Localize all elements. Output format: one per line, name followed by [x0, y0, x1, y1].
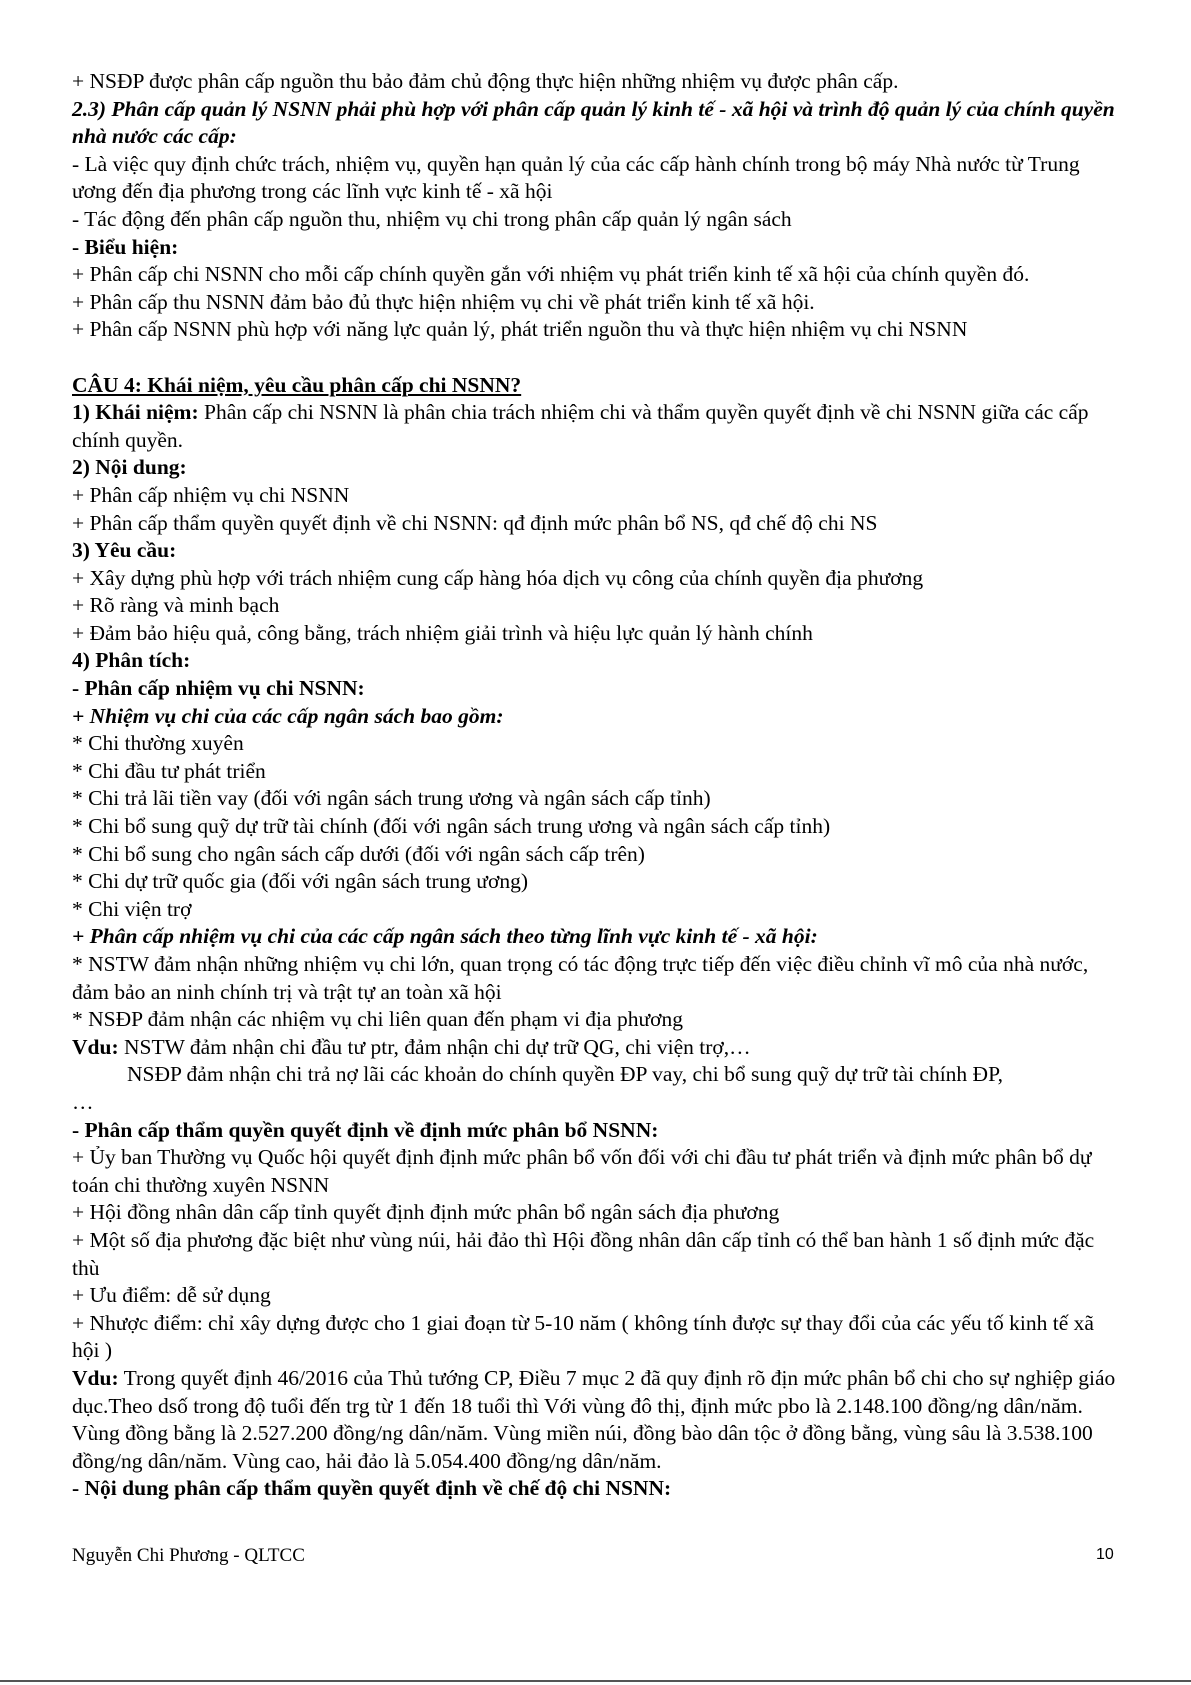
example-paragraph: [72, 1365, 1124, 1475]
section-label: 3) Yêu cầu:: [72, 538, 177, 563]
list-item: + Rõ ràng và minh bạch: [72, 593, 280, 618]
section-label: 4) Phân tích:: [72, 648, 191, 673]
text-line: + Phân cấp chi NSNN cho mỗi cấp chính quyền gắn với nhiệm vụ phát triển kinh tế xã hội của chính quyền đó.: [72, 262, 1030, 287]
list-item: + Ủy ban Thường vụ Quốc hội quyết định định mức phân bổ vốn đối với chi đầu tư phát triển và định mức phân bổ dự toán chi thường xuyên NSNN: [72, 1145, 1092, 1197]
example-label: Vdu:: [72, 1034, 119, 1059]
page-number: 10: [1096, 1546, 1114, 1563]
example-label: Vdu:: [72, 1365, 119, 1390]
section-label: 1) Khái niệm:: [72, 400, 199, 425]
list-item: * Chi trả lãi tiền vay (đối với ngân sách trung ương và ngân sách cấp tỉnh): [72, 786, 711, 811]
list-item: * Chi bổ sung cho ngân sách cấp dưới (đối với ngân sách cấp trên): [72, 841, 645, 866]
section-label: 2) Nội dung:: [72, 455, 187, 480]
text-line: - Là việc quy định chức trách, nhiệm vụ, quyền hạn quản lý của các cấp hành chính trong bộ máy Nhà nước từ Trung ương đến địa phương trong các lĩnh vực kinh tế - xã hội: [72, 151, 1080, 204]
list-item: * NSĐP đảm nhận các nhiệm vụ chi liên quan đến phạm vi địa phương: [72, 1007, 683, 1032]
list-item: + Xây dựng phù hợp với trách nhiệm cung cấp hàng hóa dịch vụ công của chính quyền địa phương: [72, 565, 924, 590]
example-continuation: NSĐP đảm nhận chi trả nợ lãi các khoản do chính quyền ĐP vay, chi bổ sung quỹ dự trữ tài chính ĐP,: [127, 1062, 1004, 1087]
text-line: + Phân cấp thu NSNN đảm bảo đủ thực hiện nhiệm vụ chi về phát triển kinh tế xã hội.: [72, 289, 815, 314]
example-text: Trong quyết định 46/2016 của Thủ tướng CP, Điều 7 mục 2 đã quy định rõ địn mức phân bổ chi cho sự nghiệp giáo dục.Theo dsố trong độ tuổi đến trg từ 1 đến 18 tuổi thì Với vùng đô thị, định mức pbo là 2.148.100 đồng/ng dân/năm. Vùng đồng bằng là 2.527.200 đồng/ng dân/năm. Vùng miền núi, đồng bào dân tộc ở đồng bằng, vùng sâu là 3.538.100 đồng/ng dân/năm. Vùng cao, hải đảo là 5.054.400 đồng/ng dân/năm.: [72, 1365, 1116, 1473]
list-item: * Chi thường xuyên: [72, 731, 244, 756]
example-text: NSTW đảm nhận chi đầu tư ptr, đảm nhận chi dự trữ QG, chi viện trợ,…: [118, 1034, 751, 1059]
spacer: [72, 344, 1124, 372]
text-line: + NSĐP được phân cấp nguồn thu bảo đảm chủ động thực hiện những nhiệm vụ được phân cấp.: [72, 69, 899, 93]
list-item: + Đảm bảo hiệu quả, công bằng, trách nhiệm giải trình và hiệu lực quản lý hành chính: [72, 620, 813, 645]
example-paragraph: [72, 1034, 1124, 1062]
footer-author: Nguyễn Chi Phương - QLTCC: [72, 1545, 305, 1566]
list-item: * NSTW đảm nhận những nhiệm vụ chi lớn, quan trọng có tác động trực tiếp đến việc điều chỉnh vĩ mô của nhà nước, đảm bảo an ninh chính trị và trật tự an toàn xã hội: [72, 952, 1089, 1004]
question-title: CÂU 4: Khái niệm, yêu cầu phân cấp chi NSNN?: [72, 372, 522, 397]
subheading: + Nhiệm vụ chi của các cấp ngân sách bao gồm:: [72, 703, 504, 728]
example-ellipsis: …: [72, 1089, 94, 1114]
subheading: - Biểu hiện:: [72, 234, 179, 259]
section-text: Phân cấp chi NSNN là phân chia trách nhiệm chi và thẩm quyền quyết định về chi NSNN giữa các cấp chính quyền.: [72, 400, 1089, 452]
subheading: - Phân cấp nhiệm vụ chi NSNN:: [72, 676, 365, 701]
subheading: - Nội dung phân cấp thẩm quyền quyết định về chế độ chi NSNN:: [72, 1476, 672, 1501]
list-item: + Phân cấp nhiệm vụ chi NSNN: [72, 482, 350, 507]
bottom-divider: [0, 1680, 1191, 1682]
list-item: + Nhược điểm: chỉ xây dựng được cho 1 giai đoạn từ 5-10 năm ( không tính được sự thay đổi của các yếu tố kinh tế xã hội ): [72, 1310, 1094, 1363]
list-item: + Phân cấp thẩm quyền quyết định về chi NSNN: qđ định mức phân bổ NS, qđ chế độ chi NS: [72, 510, 878, 535]
list-item: + Hội đồng nhân dân cấp tỉnh quyết định định mức phân bổ ngân sách địa phương: [72, 1200, 780, 1225]
list-item: + Một số địa phương đặc biệt như vùng núi, hải đảo thì Hội đồng nhân dân cấp tỉnh có thể ban hành 1 số định mức đặc thù: [72, 1227, 1095, 1280]
subheading: + Phân cấp nhiệm vụ chi của các cấp ngân sách theo từng lĩnh vực kinh tế - xã hội:: [72, 924, 818, 949]
text-line: + Phân cấp NSNN phù hợp với năng lực quản lý, phát triển nguồn thu và thực hiện nhiệm vụ chi NSNN: [72, 317, 968, 342]
list-item: * Chi bổ sung quỹ dự trữ tài chính (đối với ngân sách trung ương và ngân sách cấp tỉnh): [72, 814, 831, 839]
list-item: * Chi viện trợ: [72, 896, 192, 921]
text-line: - Tác động đến phân cấp nguồn thu, nhiệm vụ chi trong phân cấp quản lý ngân sách: [72, 206, 792, 231]
section-heading: 2.3) Phân cấp quản lý NSNN phải phù hợp với phân cấp quản lý kinh tế - xã hội và trình độ quản lý của chính quyền nhà nước các cấp:: [72, 96, 1115, 149]
list-item: + Ưu điểm: dễ sử dụng: [72, 1283, 271, 1308]
list-item: * Chi dự trữ quốc gia (đối với ngân sách trung ương): [72, 869, 528, 894]
list-item: * Chi đầu tư phát triển: [72, 758, 266, 783]
document-body: [72, 68, 1124, 1503]
section-1: [72, 399, 1124, 454]
subheading: - Phân cấp thẩm quyền quyết định về định mức phân bổ NSNN:: [72, 1117, 659, 1142]
